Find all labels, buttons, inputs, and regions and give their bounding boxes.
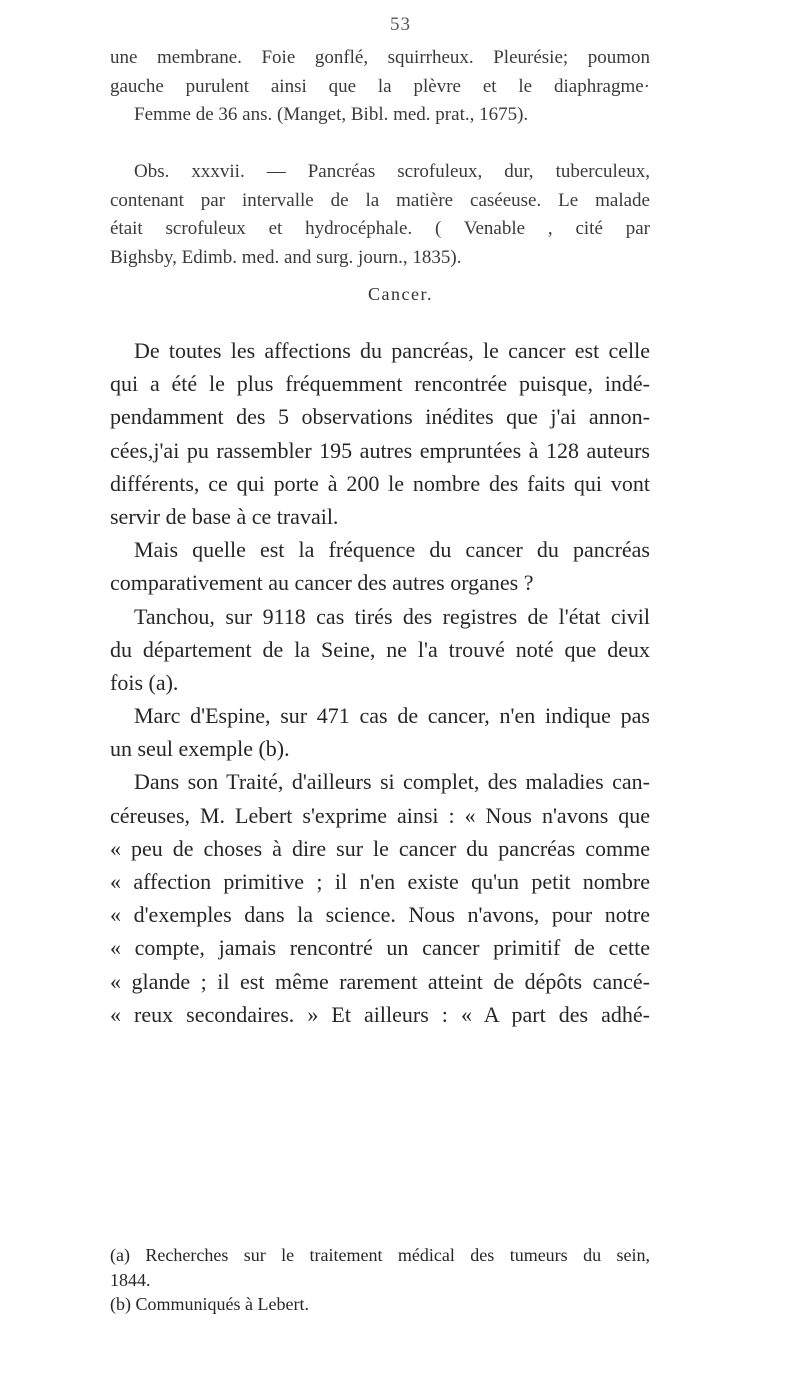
page-number: 53 <box>390 14 411 35</box>
text-line: « peu de choses à dire sur le cancer du pancréas comme <box>110 835 650 861</box>
footnote-a-continued: 1844. <box>110 1269 151 1290</box>
text-line: pendamment des 5 observations inédites que j'ai annon- <box>110 404 650 430</box>
text-line: Femme de 36 ans. (Manget, Bibl. med. prat., 1675). <box>134 104 529 126</box>
text-line: du département de la Seine, ne l'a trouvé noté que deux <box>110 636 650 662</box>
text-line: gauche purulent ainsi que la plèvre et le diaphragme· <box>110 75 650 97</box>
text-line: Marc d'Espine, sur 471 cas de cancer, n'en indique pas <box>134 703 650 729</box>
observation-37 <box>110 158 650 272</box>
main-text <box>110 334 650 1031</box>
text-line: « affection primitive ; il n'en existe qu'un petit nombre <box>110 869 650 894</box>
footnote-a: (a) Recherches sur le traitement médical des tumeurs du sein, <box>110 1245 650 1265</box>
text-line: différents, ce qui porte à 200 le nombre des faits qui vont <box>110 470 650 496</box>
text-line: un seul exemple (b). <box>110 736 290 762</box>
text-line: une membrane. Foie gonflé, squirrheux. Pleurésie; poumon <box>110 47 650 68</box>
text-line: qui a été le plus fréquemment rencontrée puisque, indé- <box>110 371 650 397</box>
section-heading: Cancer. <box>368 284 433 304</box>
text-line: était scrofuleux et hydrocéphale. ( Venable , cité par <box>110 218 650 240</box>
text-line: servir de base à ce travail. <box>110 503 339 529</box>
text-line: « d'exemples dans la science. Nous n'avons, pour notre <box>110 902 650 928</box>
text-line: cées,j'ai pu rassembler 195 autres empruntées à 128 auteurs <box>110 437 650 463</box>
previous-observation-end <box>110 44 650 130</box>
text-line: Dans son Traité, d'ailleurs si complet, des maladies can- <box>134 769 650 795</box>
text-line: « reux secondaires. » Et ailleurs : « A part des adhé- <box>110 1001 650 1027</box>
text-line: Obs. xxxvii. — Pancréas scrofuleux, dur, tuberculeux, <box>134 161 650 182</box>
text-line: fois (a). <box>110 669 179 695</box>
text-line: comparativement au cancer des autres organes ? <box>110 570 534 596</box>
text-line: Bighsby, Edimb. med. and surg. journ., 1835). <box>110 246 462 268</box>
text-line: « glande ; il est même rarement atteint de dépôts cancé- <box>110 968 650 994</box>
footnote-b: (b) Communiqués à Lebert. <box>110 1294 309 1314</box>
text-line: De toutes les affections du pancréas, le cancer est celle <box>134 338 650 363</box>
footnotes <box>110 1243 650 1317</box>
text-line: Mais quelle est la fréquence du cancer du pancréas <box>134 537 650 563</box>
text-line: « compte, jamais rencontré un cancer primitif de cette <box>110 935 650 961</box>
text-line: céreuses, M. Lebert s'exprime ainsi : « Nous n'avons que <box>110 802 650 828</box>
text-line: Tanchou, sur 9118 cas tirés des registres de l'état civil <box>134 603 650 629</box>
text-line: contenant par intervalle de la matière caséeuse. Le malade <box>110 189 650 211</box>
